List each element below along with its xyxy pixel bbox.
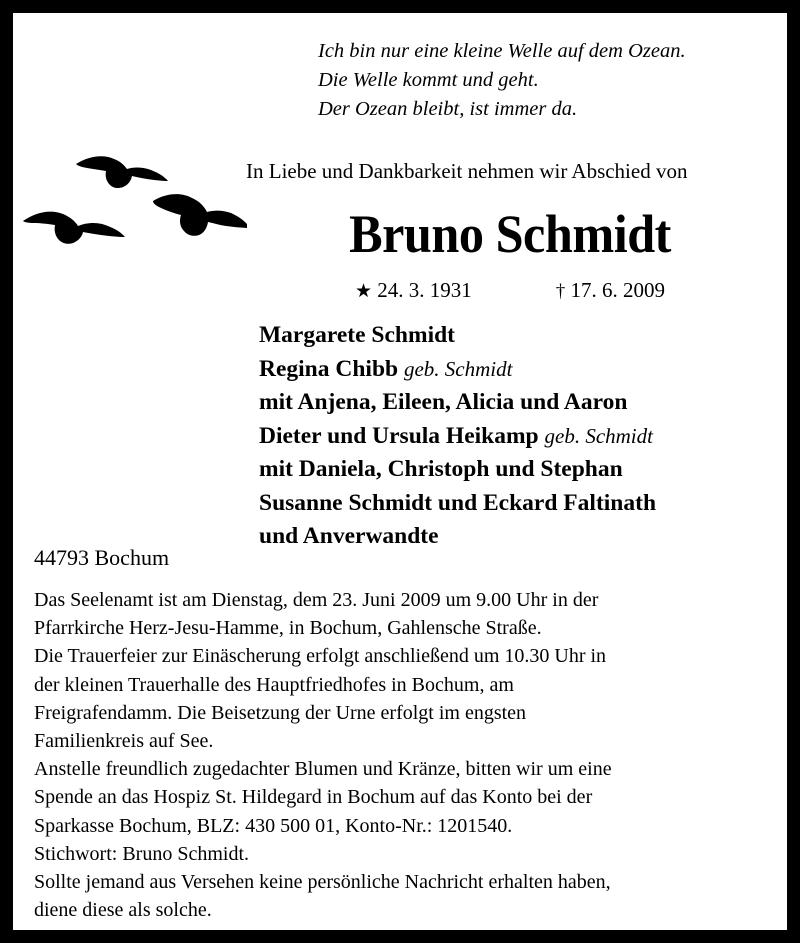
survivor-name: mit Anjena, Eileen, Alicia und Aaron	[259, 389, 628, 415]
epigraph-line-3: Der Ozean bleibt, ist immer da.	[318, 98, 578, 120]
seagull-icon-bottom-left	[23, 212, 125, 244]
survivor-line	[259, 453, 656, 487]
mourning-border-left	[0, 0, 13, 943]
body-line: Stichwort: Bruno Schmidt.	[34, 842, 249, 865]
survivor-nee: geb. Schmidt	[544, 423, 653, 448]
survivor-line	[259, 520, 656, 554]
epigraph-line-1: Ich bin nur eine kleine Welle auf dem Ozean.	[318, 40, 686, 62]
mourning-border-top	[0, 0, 800, 13]
survivor-name: und Anverwandte	[259, 523, 439, 549]
mourning-border-right	[787, 0, 800, 943]
deceased-name: Bruno Schmidt	[349, 204, 671, 264]
seagulls-illustration	[17, 143, 247, 253]
body-line: Sollte jemand aus Versehen keine persönliche Nachricht erhalten haben,	[34, 871, 611, 894]
seagull-icon-top	[76, 156, 168, 188]
epigraph-line-2: Die Welle kommt und geht.	[318, 69, 539, 91]
body-line: Pfarrkirche Herz-Jesu-Hamme, in Bochum, Gahlensche Straße.	[34, 617, 542, 640]
survivors-list	[259, 319, 656, 554]
body-line: Das Seelenamt ist am Dienstag, dem 23. Juni 2009 um 9.00 Uhr in der	[34, 589, 599, 611]
survivor-name: Regina Chibb	[259, 355, 399, 382]
body-line: Die Trauerfeier zur Einäscherung erfolgt anschließend um 10.30 Uhr in	[34, 645, 607, 668]
survivor-name: mit Daniela, Christoph und Stephan	[259, 456, 623, 482]
survivor-nee: geb. Schmidt	[403, 356, 513, 381]
body-line: der kleinen Trauerhalle des Hauptfriedhofes in Bochum, am	[34, 673, 514, 696]
survivor-line	[259, 386, 656, 420]
body-line: Spende an das Hospiz St. Hildegard in Bochum auf das Konto bei der	[34, 786, 593, 809]
life-dates	[246, 276, 774, 306]
survivor-name: Dieter und Ursula Heikamp	[259, 422, 539, 449]
mourning-border-bottom	[0, 930, 800, 943]
survivor-line	[259, 420, 656, 454]
body-line: Familienkreis auf See.	[34, 730, 214, 753]
death-cross-icon: †	[555, 281, 566, 302]
notice-content-area	[13, 13, 787, 930]
survivor-name: Susanne Schmidt und Eckard Faltinath	[259, 489, 657, 516]
survivor-name: Margarete Schmidt	[259, 322, 455, 348]
funeral-details-text	[34, 586, 774, 924]
birth-date	[355, 276, 472, 306]
city-line: 44793 Bochum	[34, 545, 170, 570]
body-line: Freigrafendamm. Die Beisetzung der Urne erfolgt im engsten	[34, 701, 527, 724]
survivor-line	[259, 487, 656, 521]
death-date-value: 17. 6. 2009	[570, 278, 666, 302]
seagull-icon-bottom-right	[153, 194, 247, 236]
announcement-lead-in: In Liebe und Dankbarkeit nehmen wir Abschied von	[246, 159, 688, 183]
death-date	[556, 276, 665, 306]
body-line: Sparkasse Bochum, BLZ: 430 500 01, Konto-Nr.: 1201540.	[34, 814, 513, 837]
body-line: Anstelle freundlich zugedachter Blumen und Kränze, bitten wir um eine	[34, 758, 612, 781]
epigraph	[318, 37, 686, 124]
body-line: diene diese als solche.	[34, 899, 212, 922]
birth-star-icon: ★	[354, 281, 373, 302]
survivor-line	[259, 353, 656, 387]
survivor-line	[259, 319, 656, 353]
birth-date-value: 24. 3. 1931	[377, 278, 472, 302]
